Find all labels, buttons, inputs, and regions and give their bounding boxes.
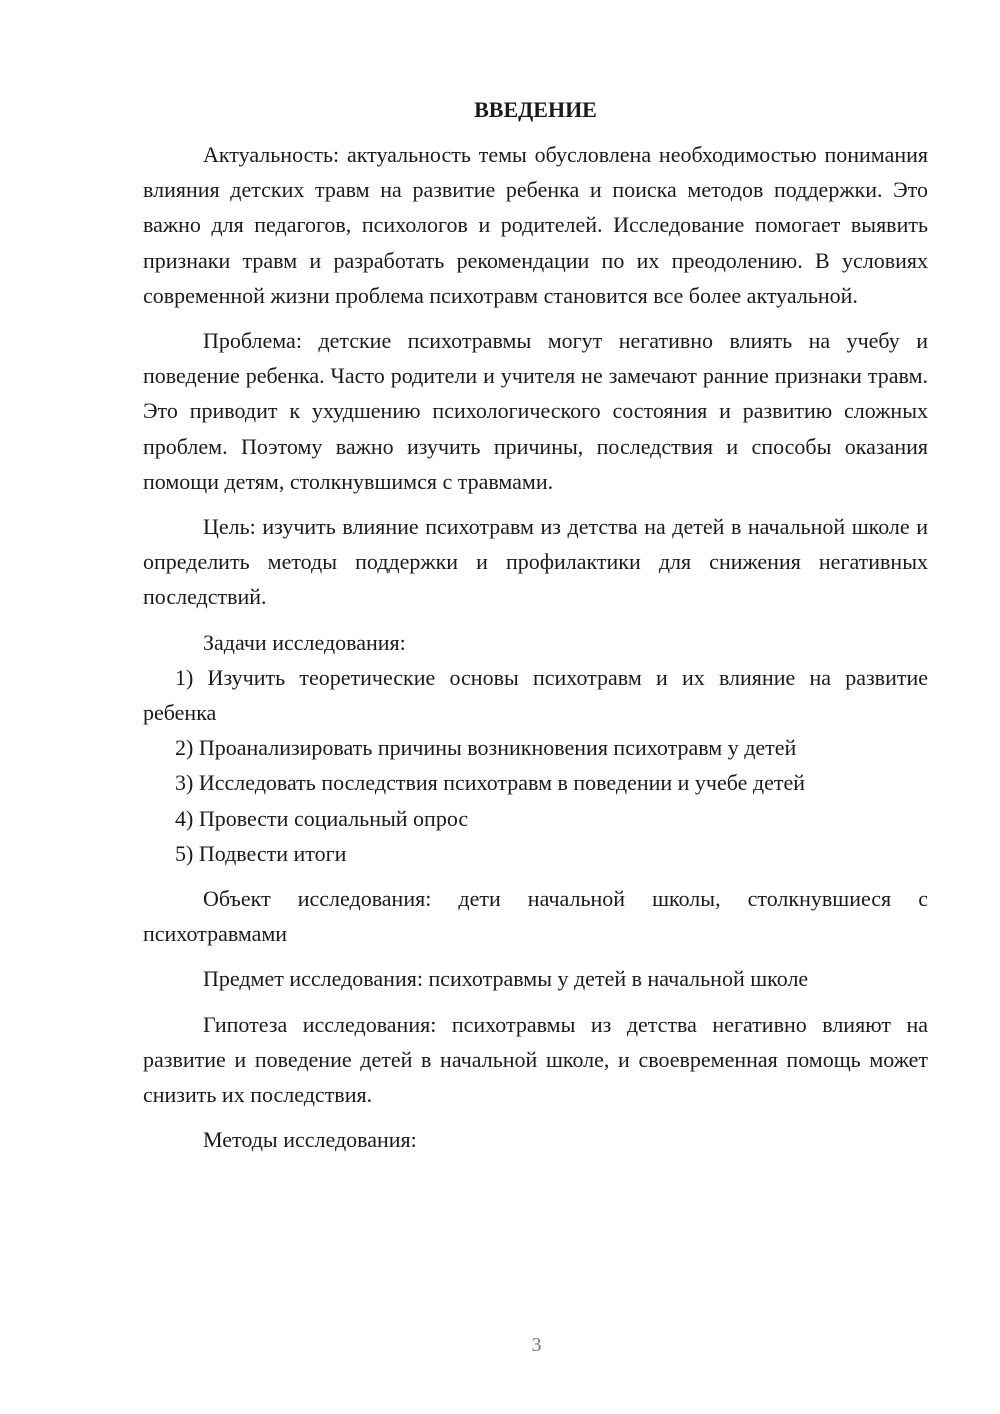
relevance-paragraph: Актуальность: актуальность темы обусловлена необходимостью понимания влияния детских травм на развитие ребенка и поиска методов поддержки. Это важно для педагогов, психологов и родителей. Исследование помогает выявить признаки травм и разработать рекомендации по их преодолению. В условиях современной жизни проблема психотравм становится все более актуальной. [143,142,928,308]
goal-paragraph: Цель: изучить влияние психотравм из детства на детей в начальной школе и определить методы поддержки и профилактики для снижения негативных последствий. [143,514,928,610]
hypothesis-paragraph: Гипотеза исследования: психотравмы из детства негативно влияют на развитие и поведение детей в начальной школе, и своевременная помощь может снизить их последствия. [143,1011,928,1108]
object-paragraph: Объект исследования: дети начальной школы, столкнувшиеся с психотравмами [143,886,928,947]
task-item-3: 3) Исследовать последствия психотравм в поведении и учебе детей [175,770,806,796]
methods-heading: Методы исследования: [203,1127,417,1153]
tasks-heading: Задачи исследования: [203,629,406,655]
section-title: ВВЕДЕНИЕ [474,97,597,122]
task-item-4: 4) Провести социальный опрос [175,805,469,831]
problem-paragraph: Проблема: детские психотравмы могут негативно влиять на учебу и поведение ребенка. Часто родители и учителя не замечают ранние признаки травм. Это приводит к ухудшению психологического состояния и развитию сложных проблем. Поэтому важно изучить причины, последствия и способы оказания помощи детям, столкнувшимся с травмами. [143,328,928,494]
task-item-5: 5) Подвести итоги [175,840,347,866]
task-item-2: 2) Проанализировать причины возникновения психотравм у детей [175,735,797,761]
task-item-1: 1) Изучить теоретические основы психотравм и их влияние на развитие ребенка [143,664,928,726]
document-page [143,92,928,1157]
subject-paragraph: Предмет исследования: психотравмы у детей в начальной школе [203,966,809,992]
page-number: 3 [531,1334,542,1356]
